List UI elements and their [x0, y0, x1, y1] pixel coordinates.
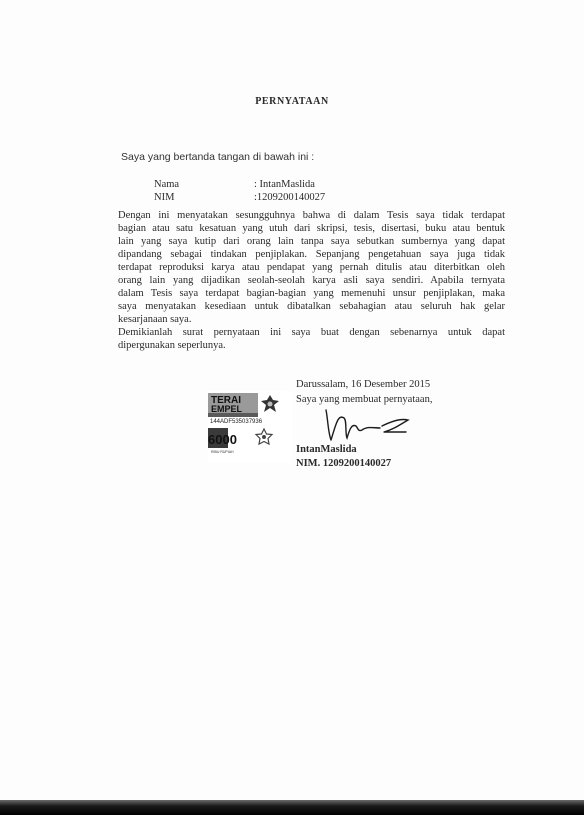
handwritten-signature [322, 404, 412, 444]
body-line: Dengan ini menyatakan sesungguhnya bahwa di dalam Tesis saya tidak terdapat [118, 210, 505, 221]
identity-row-name [154, 178, 325, 191]
meterai-stamp [208, 391, 292, 463]
identity-value: :1209200140027 [254, 192, 326, 203]
signer-nim: NIM. 1209200140027 [296, 458, 392, 469]
body-line: Demikianlah surat pernyataan ini saya buat dengan sebenarnya untuk dapat [118, 327, 505, 338]
stamp-line2: EMPEL [211, 404, 243, 414]
document-title: PERNYATAAN [255, 96, 329, 107]
identity-value: : IntanMaslida [254, 179, 315, 190]
body-line: dipergunakan seperlunya. [118, 340, 226, 351]
body-line: lain yang saya kutip dari orang lain tanpa saya sebutkan sumbernya yang dapat [118, 236, 505, 247]
identity-label: Nama [154, 179, 180, 190]
stamp-value: 6000 [208, 432, 237, 447]
body-line: kesarjanaan saya. [118, 314, 192, 325]
body-line: saya menyatakan kesediaan untuk dibatalkan sebahagian atau seluruh hak gelar [118, 301, 505, 312]
body-line: terdapat reproduksi karya atau pendapat yang pernah ditulis atau diterbitkan oleh [118, 262, 505, 273]
stamp-serial: 144ADF535037936 [210, 419, 263, 425]
identity-label: NIM [154, 192, 175, 203]
scan-bottom-edge [0, 800, 584, 815]
body-line: dipandang sebagai tindakan penjiplakan. Sepanjang pengetahuan saya juga tidak [118, 249, 505, 260]
stamp-line1: TERAI [211, 395, 241, 406]
body-line: dalam Tesis saya terdapat bagian-bagian yang memenuhi unsur penjiplakan, maka [118, 288, 505, 299]
identity-row-nim [154, 191, 325, 204]
intro-text: Saya yang bertanda tangan di bawah ini : [121, 151, 315, 163]
maker-statement: Saya yang membuat pernyataan, [296, 394, 433, 405]
stamp-value-caption: RIBU RUPIAH [211, 450, 234, 454]
body-line: bagian atau satu kesatuan yang utuh dari skripsi, tesis, disertasi, buku atau bentuk [118, 223, 505, 234]
identity-table [154, 178, 325, 204]
body-line: orang lain yang dijadikan seolah-seolah karya asli saya sendiri. Apabila ternyata [118, 275, 505, 286]
statement-body [118, 209, 505, 352]
place-date: Darussalam, 16 Desember 2015 [296, 379, 431, 390]
signer-name: IntanMaslida [296, 444, 357, 455]
